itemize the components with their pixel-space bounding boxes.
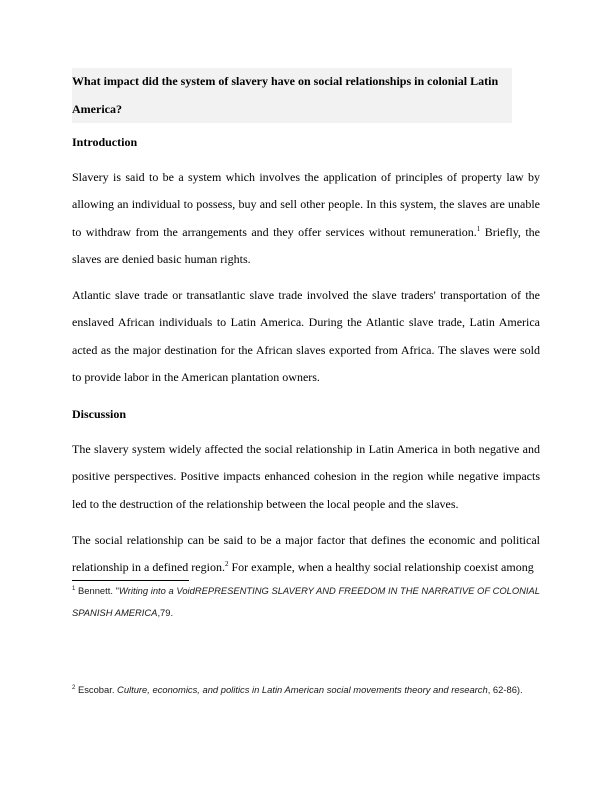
discussion-paragraph-1: The slavery system widely affected the social relationship in Latin America in both negative and positive perspectives. Positive impacts enhanced cohesion in the region while negative impacts led to the destruction of the relationship between the local people and the slaves. xyxy=(72,442,540,511)
discussion-heading: Discussion xyxy=(72,407,127,421)
disc-p2-text-a: The social relationship can be said to be a major factor that defines the economic and political relationship in a defined region. xyxy=(72,533,540,575)
intro-paragraph-1 xyxy=(72,164,540,273)
page-title: What impact did the system of slavery have on social relationships in colonial Latin America? xyxy=(72,68,512,123)
footnote-2 xyxy=(72,679,540,701)
disc-p2-text-b: For example, when a healthy social relationship coexist among xyxy=(228,560,534,575)
footnote-2-author: Escobar. xyxy=(75,684,118,695)
footnote-ref-2[interactable]: 2 xyxy=(224,560,229,569)
footnote-1-number: 1 xyxy=(72,585,76,592)
intro-p1-text-a: Slavery is said to be a system which involves the application of principles of property law by allowing an individual to possess, buy and sell other people. In this system, the slaves are unable to withdraw from the arrangements and they offer services without remuneration. xyxy=(72,170,540,239)
footnote-ref-1[interactable]: 1 xyxy=(476,224,481,233)
footnote-1-title: Writing into a VoidREPRESENTING SLAVERY AND FREEDOM IN THE NARRATIVE OF COLONIAL SPANISH AMERICA xyxy=(72,585,540,618)
intro-p1-text-b: Briefly, the slaves are denied basic human rights. xyxy=(72,224,540,266)
discussion-paragraph-2 xyxy=(72,527,540,582)
footnote-1-page: ,79. xyxy=(157,607,174,618)
footnote-1-author: Bennett. " xyxy=(75,585,119,596)
introduction-heading: Introduction xyxy=(72,135,138,149)
footnote-2-page: , 62-86). xyxy=(487,684,523,695)
footnote-2-title: Culture, economics, and politics in Latin American social movements theory and research xyxy=(117,684,488,695)
footnote-1 xyxy=(72,580,540,624)
footnote-2-number: 2 xyxy=(72,684,76,691)
intro-paragraph-2: Atlantic slave trade or transatlantic slave trade involved the slave traders' transportation of the enslaved African individuals to Latin America. During the Atlantic slave trade, Latin America acted as the major destination for the African slaves exported from Africa. The slaves were sold to provide labor in the American plantation owners. xyxy=(72,288,540,384)
